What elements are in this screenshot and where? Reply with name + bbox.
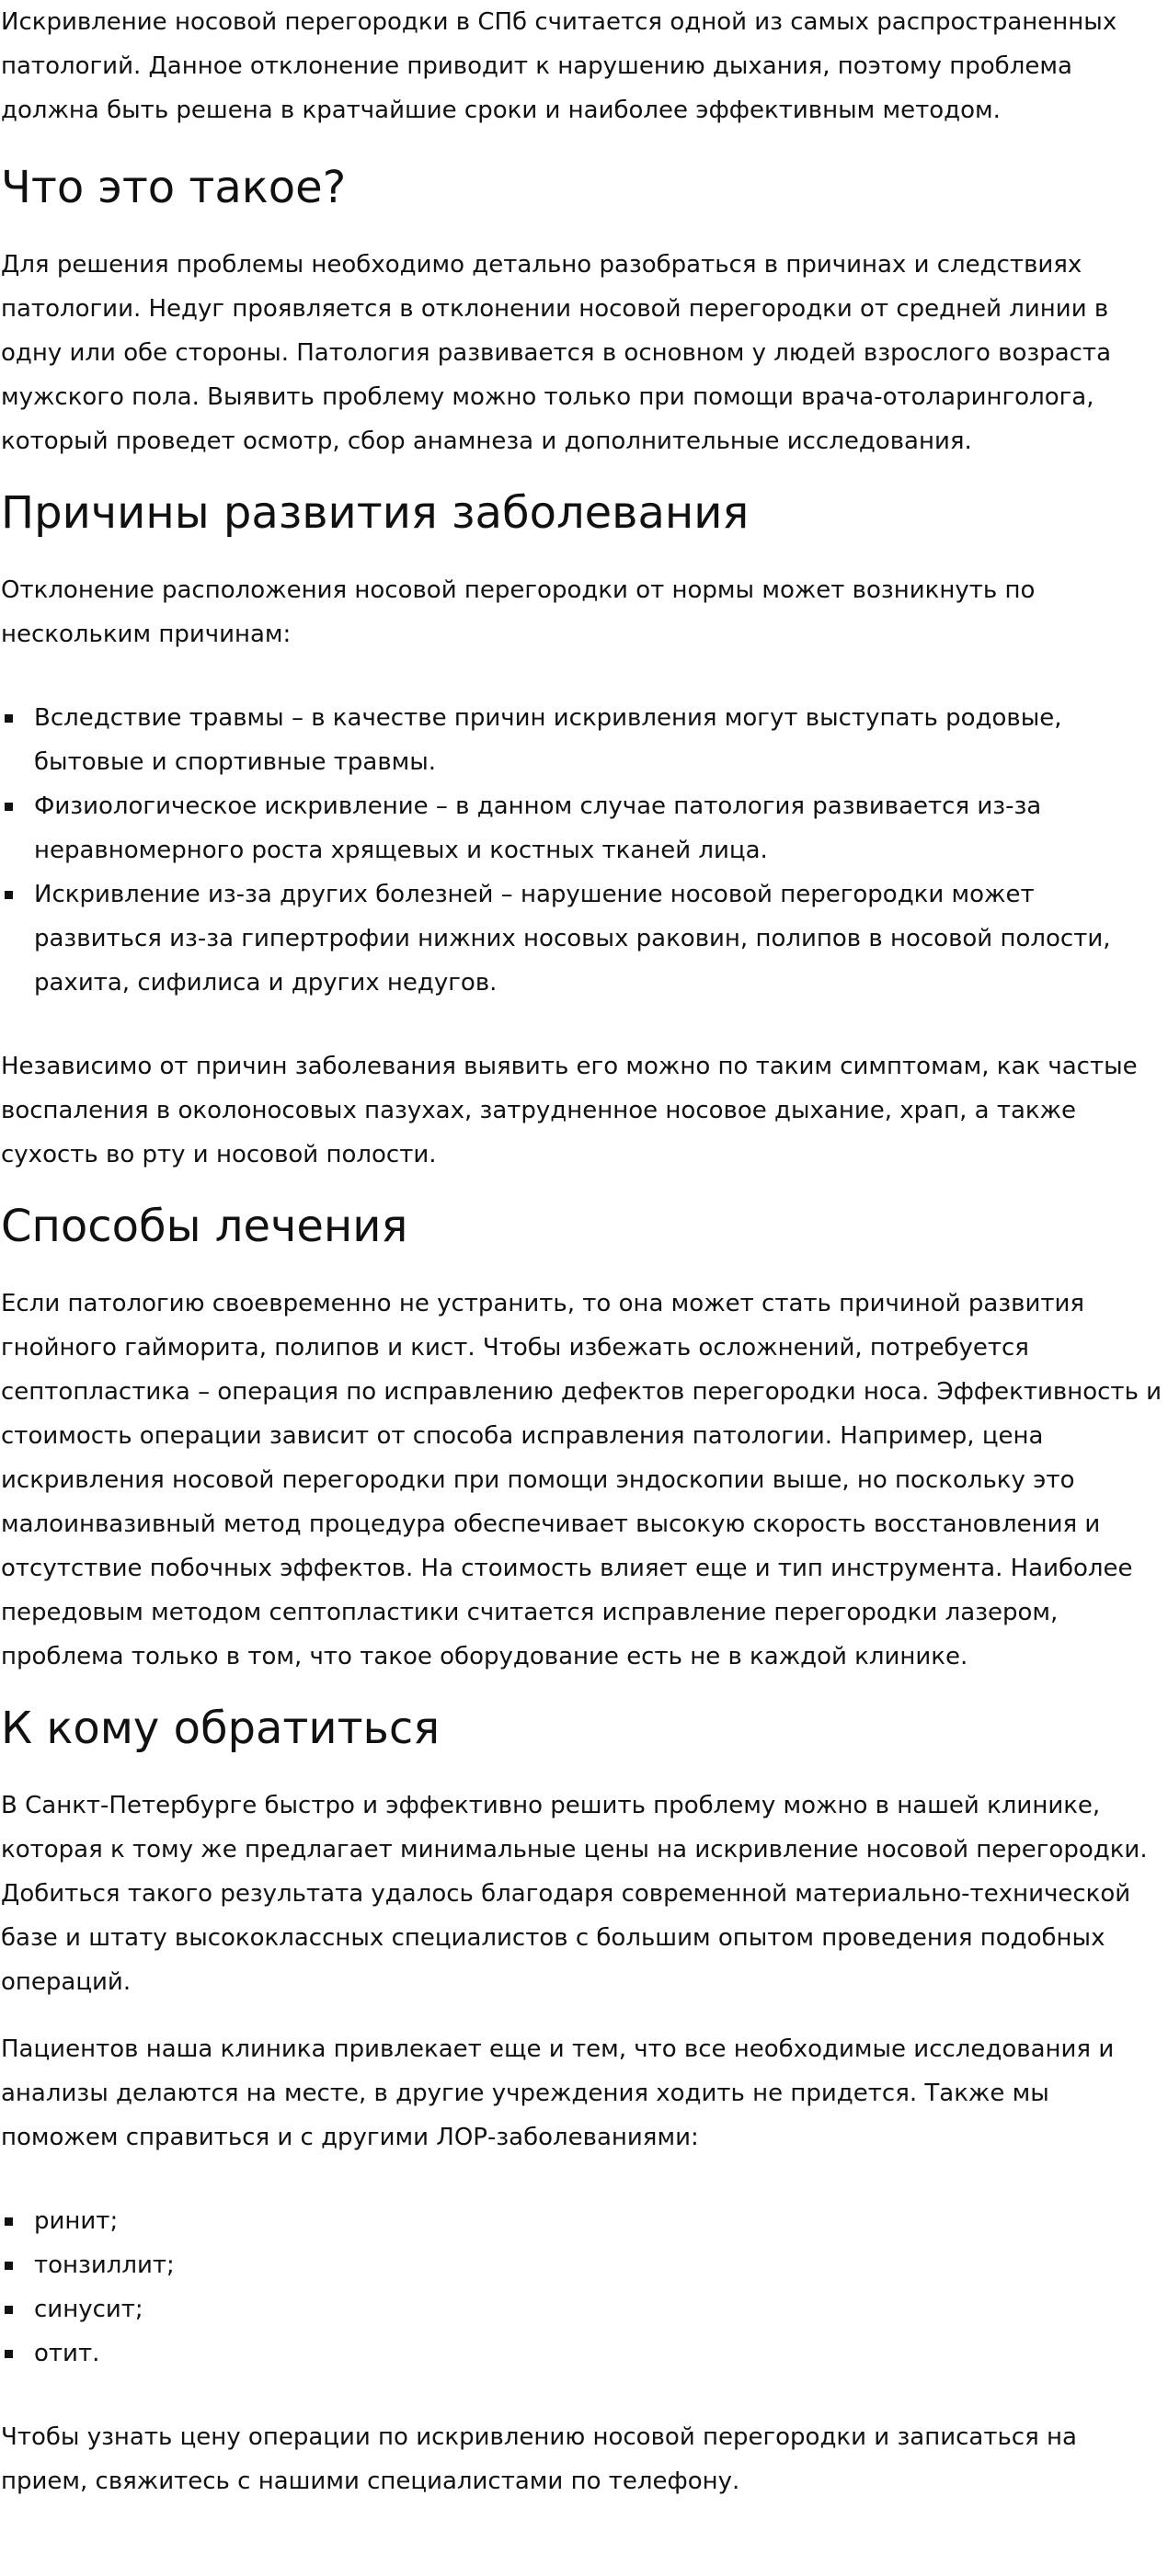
list-item-text: Физиологическое искривление – в данном случае патология развивается из-за неравномерного роста хрящевых и костных тканей лица. <box>34 792 1042 864</box>
bullet-icon <box>5 2217 13 2226</box>
bullet-icon <box>5 2350 13 2358</box>
list-item-text: синусит; <box>34 2296 143 2323</box>
bullet-icon <box>5 2306 13 2314</box>
bullet-icon <box>5 714 13 723</box>
list-item-text: Искривление из-за других болезней – нарушение носовой перегородки может развиться из-за гипертрофии нижних носовых раковин, полипов в носовой полости, рахита, сифилиса и других недугов. <box>34 881 1111 997</box>
causes-intro-paragraph: Отклонение расположения носовой перегородки от нормы может возникнуть по нескольким причинам: <box>1 576 1036 648</box>
treatment-paragraph: Если патологию своевременно не устранить, то она может стать причиной развития гнойного гайморита, полипов и кист. Чтобы избежать осложнений, потребуется септопластика – операция по исправлению дефектов перегородки носа. Эффективность и стоимость операции зависит от способа исправления патологии. Например, цена искривления носовой перегородки при помощи эндоскопии выше, но поскольку это малоинвазивный метод процедура обеспечивает высокую скорость восстановления и отсутствие побочных эффектов. На стоимость влияет еще и тип инструмента. Наиболее передовым методом септопластики считается исправление перегородки лазером, проблема только в том, что такое оборудование есть не в каждой клинике. <box>1 1290 1162 1670</box>
diseases-list <box>1 2199 1168 2376</box>
list-item-text: ринит; <box>34 2207 119 2235</box>
outro-paragraph: Чтобы узнать цену операции по искривлению носовой перегородки и записаться на прием, свяжитесь с нашими специалистами по телефону. <box>1 2423 1077 2495</box>
list-item <box>1 784 1168 872</box>
what-is-it-paragraph: Для решения проблемы необходимо детально разобраться в причинах и следствиях патологии. Недуг проявляется в отклонении носовой перегородки от средней линии в одну или обе стороны. Патология развивается в основном у людей взрослого возраста мужского пола. Выявить проблему можно только при помощи врача-отоларинголога, который проведет осмотр, сбор анамнеза и дополнительные исследования. <box>1 251 1112 455</box>
bullet-icon <box>5 2262 13 2270</box>
heading-treatment: Способы лечения <box>1 1201 408 1252</box>
list-item <box>1 872 1168 1005</box>
intro-paragraph: Искривление носовой перегородки в СПб считается одной из самых распространенных патологий. Данное отклонение приводит к нарушению дыхания, поэтому проблема должна быть решена в кратчайшие сроки и наиболее эффективным методом. <box>1 8 1117 124</box>
causes-list <box>1 696 1168 1005</box>
clinic-paragraph: В Санкт-Петербурге быстро и эффективно решить проблему можно в нашей клинике, которая к тому же предлагает минимальные цены на искривление носовой перегородки. Добиться такого результата удалось благодаря современной материально-технической базе и штату высококлассных специалистов с большим опытом проведения подобных операций. <box>1 1792 1148 1996</box>
bullet-icon <box>5 891 13 899</box>
list-item <box>1 2287 1168 2331</box>
symptoms-paragraph: Независимо от причин заболевания выявить его можно по таким симптомам, как частые воспаления в околоносовых пазухах, затрудненное носовое дыхание, храп, а также сухость во рту и носовой полости. <box>1 1053 1138 1168</box>
list-item <box>1 2243 1168 2287</box>
list-item-text: отит. <box>34 2340 100 2367</box>
heading-causes: Причины развития заболевания <box>1 487 750 539</box>
heading-contact: К кому обратиться <box>1 1703 441 1754</box>
list-item <box>1 2199 1168 2243</box>
list-item <box>1 696 1168 784</box>
services-paragraph: Пациентов наша клиника привлекает еще и тем, что все необходимые исследования и анализы делаются на месте, в другие учреждения ходить не придется. Также мы поможем справиться и с другими ЛОР-заболеваниями: <box>1 2035 1115 2151</box>
list-item-text: тонзиллит; <box>34 2251 175 2279</box>
list-item <box>1 2331 1168 2376</box>
bullet-icon <box>5 803 13 811</box>
list-item-text: Вследствие травмы – в качестве причин искривления могут выступать родовые, бытовые и спортивные травмы. <box>34 704 1062 776</box>
heading-what-is-it: Что это такое? <box>1 162 347 213</box>
